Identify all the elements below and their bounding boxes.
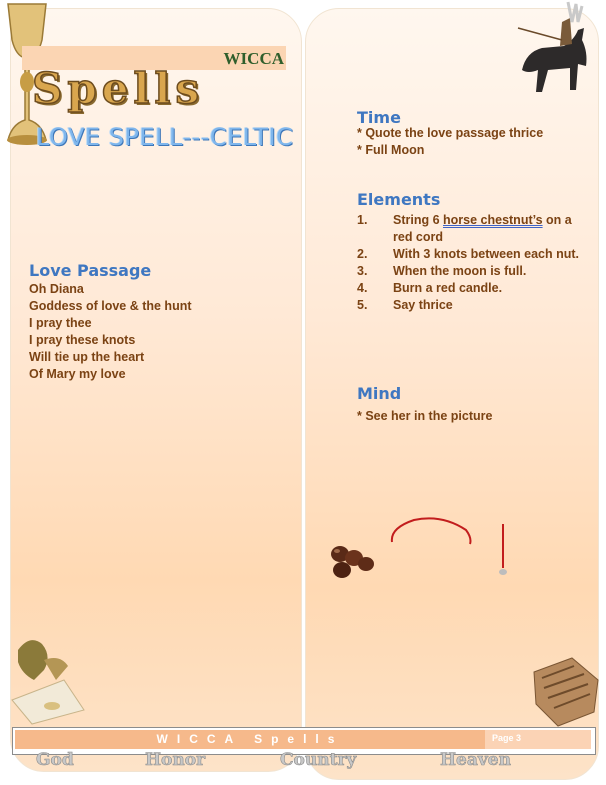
love-passage-line: Goddess of love & the hunt (29, 299, 192, 313)
love-passage-line: I pray thee (29, 316, 92, 330)
list-number: 2. (357, 247, 368, 261)
virtue-god: God (36, 750, 74, 770)
mind-heading: Mind (357, 384, 402, 403)
love-passage-line: I pray these knots (29, 333, 136, 347)
altar-hands-image (8, 630, 88, 725)
page-number: Page 3 (492, 733, 522, 743)
list-text: With 3 knots between each nut. (393, 247, 580, 261)
list-item (357, 263, 587, 280)
time-list (357, 125, 543, 159)
red-candle-image (496, 522, 510, 578)
list-text: Burn a red candle. (393, 281, 503, 295)
love-passage-line: Will tie up the heart (29, 350, 145, 364)
love-passage-heading: Love Passage (29, 261, 152, 280)
list-text: String 6 horse chestnut’s on a red cord (393, 213, 572, 244)
list-item (357, 212, 587, 246)
list-number: 3. (357, 264, 368, 278)
footer-title: WICCA Spells (156, 732, 344, 746)
list-number: 4. (357, 281, 368, 295)
header-tag: WICCA (223, 49, 284, 68)
time-item: * Full Moon (357, 143, 425, 157)
virtue-country: Country (280, 750, 357, 770)
time-heading: Time (357, 108, 401, 127)
horse-chestnut-link[interactable]: horse chestnut’s (443, 213, 543, 227)
horse-rider-image (512, 0, 598, 112)
time-item: * Quote the love passage thrice (357, 126, 544, 140)
red-cord-image (386, 514, 476, 550)
love-passage-line: Oh Diana (29, 282, 84, 296)
mind-item: * See her in the picture (357, 409, 493, 423)
list-text: When the moon is full. (393, 264, 527, 278)
list-number: 5. (357, 298, 368, 312)
elements-heading: Elements (357, 190, 441, 209)
list-text: Say thrice (393, 298, 453, 312)
love-passage-line: Of Mary my love (29, 367, 126, 381)
list-item (357, 297, 587, 314)
page-title: Spells (32, 64, 204, 113)
chestnuts-image (328, 542, 376, 580)
virtue-honor: Honor (145, 750, 206, 770)
love-passage-lines (29, 281, 192, 383)
ancient-tablet-image (528, 650, 600, 728)
virtue-heaven: Heaven (440, 750, 511, 770)
elements-list (357, 212, 587, 314)
list-item (357, 280, 587, 297)
list-item (357, 246, 587, 263)
spell-title: LOVE SPELL---CELTIC (36, 123, 294, 151)
mind-list (357, 408, 492, 425)
list-number: 1. (357, 213, 368, 227)
